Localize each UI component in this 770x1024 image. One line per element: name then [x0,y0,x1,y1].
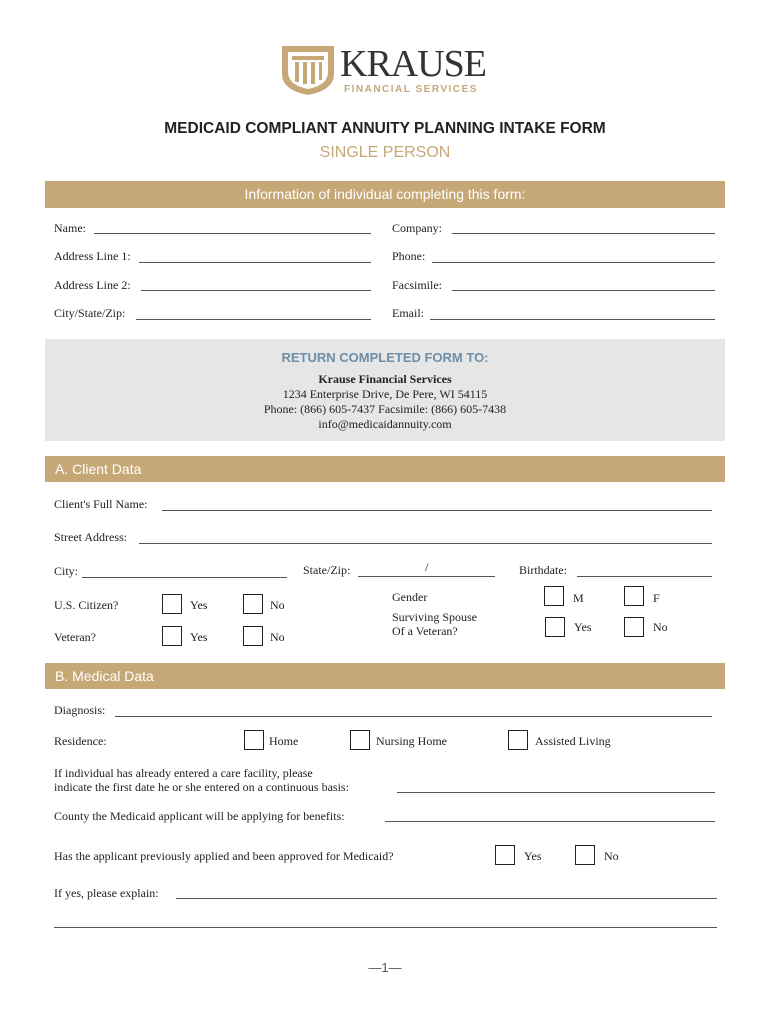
city-state-zip-field[interactable] [136,319,371,320]
column-crest-icon [280,44,336,96]
state-zip-field[interactable] [358,576,495,577]
address1-label: Address Line 1: [54,249,131,263]
name-field[interactable] [94,233,371,234]
facility-label-line2: indicate the first date he or she entered on a continuous basis: [54,780,349,794]
gender-f-checkbox[interactable] [624,586,644,606]
applied-no-checkbox[interactable] [575,845,595,865]
residence-nursing-home-checkbox[interactable] [350,730,370,750]
street-field[interactable] [139,543,712,544]
section-medical-header [45,663,725,689]
residence-assisted-living-label: Assisted Living [535,734,611,748]
veteran-no-checkbox[interactable] [243,626,263,646]
logo-brand: KRAUSE [340,43,487,85]
city-state-zip-label: City/State/Zip: [54,306,126,320]
street-label: Street Address: [54,530,127,544]
county-label: County the Medicaid applicant will be applying for benefits: [54,809,345,823]
section-client-heading: A. Client Data [55,461,142,477]
full-name-field[interactable] [162,510,712,511]
gender-f-label: F [653,591,660,605]
form-subtitle: SINGLE PERSON [319,144,451,161]
facsimile-field[interactable] [452,290,715,291]
citizen-no-checkbox[interactable] [243,594,263,614]
spouse-label-line2: Of a Veteran? [392,624,458,638]
name-label: Name: [54,221,86,235]
return-email: info@medicaidannuity.com [318,417,452,431]
city-field[interactable] [82,577,287,578]
gender-m-label: M [573,591,584,605]
birthdate-field[interactable] [577,576,712,577]
birthdate-label: Birthdate: [519,563,567,577]
form-title: MEDICAID COMPLIANT ANNUITY PLANNING INTAKE FORM [164,120,606,137]
veteran-label: Veteran? [54,630,96,644]
applied-no-label: No [604,849,619,863]
residence-home-label: Home [269,734,299,748]
applied-yes-label: Yes [524,849,542,863]
residence-label: Residence: [54,734,107,748]
company-field[interactable] [452,233,715,234]
page-number: —1— [368,960,402,975]
logo-tagline: FINANCIAL SERVICES [344,84,478,95]
section-info-heading: Information of individual completing this form: [244,186,526,202]
address1-field[interactable] [139,262,371,263]
email-label: Email: [392,306,424,320]
return-company: Krause Financial Services [318,372,452,386]
email-field[interactable] [430,319,715,320]
spouse-no-label: No [653,620,668,634]
logo [280,44,495,96]
return-address: 1234 Enterprise Drive, De Pere, WI 54115 [282,387,488,401]
address2-label: Address Line 2: [54,278,131,292]
company-label: Company: [392,221,442,235]
state-zip-slash: / [425,560,429,574]
return-heading: RETURN COMPLETED FORM TO: [281,350,489,365]
veteran-no-label: No [270,630,285,644]
spouse-label-line1: Surviving Spouse [392,610,478,624]
full-name-label: Client's Full Name: [54,497,148,511]
address2-field[interactable] [141,290,371,291]
gender-m-checkbox[interactable] [544,586,564,606]
spouse-no-checkbox[interactable] [624,617,644,637]
citizen-yes-label: Yes [190,598,208,612]
section-medical-heading: B. Medical Data [55,668,154,684]
section-info-header [45,181,725,208]
return-box [45,339,725,441]
veteran-yes-label: Yes [190,630,208,644]
facility-date-field[interactable] [397,792,715,793]
citizen-no-label: No [270,598,285,612]
section-client-header [45,456,725,482]
residence-nursing-home-label: Nursing Home [376,734,447,748]
return-phone-fax: Phone: (866) 605-7437 Facsimile: (866) 605-7438 [263,402,507,416]
explain-field-line2[interactable] [54,927,717,928]
diagnosis-label: Diagnosis: [54,703,106,717]
gender-label: Gender [392,590,428,604]
citizen-yes-checkbox[interactable] [162,594,182,614]
citizen-label: U.S. Citizen? [54,598,119,612]
facility-label-line1: If individual has already entered a care facility, please [54,766,313,780]
facsimile-label: Facsimile: [392,278,442,292]
state-zip-label: State/Zip: [303,563,351,577]
diagnosis-field[interactable] [115,716,712,717]
phone-field[interactable] [432,262,715,263]
spouse-yes-checkbox[interactable] [545,617,565,637]
explain-label: If yes, please explain: [54,886,159,900]
residence-home-checkbox[interactable] [244,730,264,750]
spouse-yes-label: Yes [574,620,592,634]
phone-label: Phone: [392,249,426,263]
explain-field[interactable] [176,898,717,899]
applied-yes-checkbox[interactable] [495,845,515,865]
city-label: City: [54,564,79,578]
residence-assisted-living-checkbox[interactable] [508,730,528,750]
applied-label: Has the applicant previously applied and been approved for Medicaid? [54,849,394,863]
county-field[interactable] [385,821,715,822]
veteran-yes-checkbox[interactable] [162,626,182,646]
